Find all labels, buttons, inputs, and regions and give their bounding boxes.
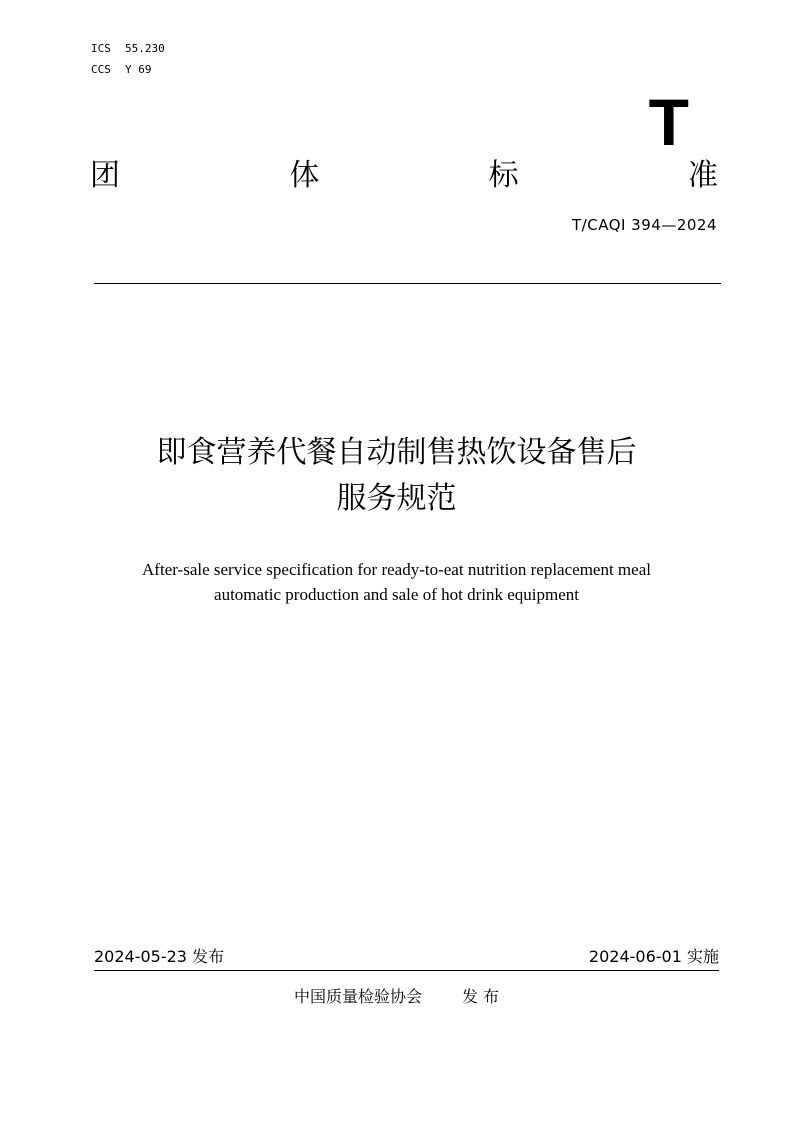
ics-value: 55.230 xyxy=(125,42,165,55)
chinese-title-line2: 服务规范 xyxy=(336,481,457,516)
effective-date: 2024-06-01 实施 xyxy=(588,947,719,966)
classification-codes xyxy=(91,38,165,80)
bottom-divider xyxy=(94,970,719,971)
publisher-name: 中国质量检验协会 xyxy=(293,987,422,1006)
ics-label: ICS xyxy=(91,42,111,55)
publisher-line xyxy=(0,984,793,1007)
ics-row xyxy=(91,38,165,59)
ccs-value: Y 69 xyxy=(125,63,152,76)
english-title-line1: After-sale service specification for ready-to-eat nutrition replacement meal xyxy=(142,560,651,579)
top-divider xyxy=(94,283,721,284)
ccs-row xyxy=(91,59,165,80)
standard-number: T/CAQI 394—2024 xyxy=(572,216,717,234)
standard-type-letter: T xyxy=(648,85,689,159)
category-char: 体 xyxy=(289,158,320,193)
category-char: 标 xyxy=(488,158,519,193)
english-title-line2: automatic production and sale of hot drink equipment xyxy=(214,585,579,604)
ccs-label: CCS xyxy=(91,63,111,76)
publish-word: 发 布 xyxy=(461,987,500,1006)
standard-category-title xyxy=(90,156,718,196)
chinese-title xyxy=(0,430,793,522)
english-title xyxy=(100,557,693,607)
category-char: 准 xyxy=(687,158,718,193)
chinese-title-line1: 即食营养代餐自动制售热饮设备售后 xyxy=(156,435,637,470)
category-char: 团 xyxy=(90,158,120,193)
issue-date: 2024-05-23 发布 xyxy=(94,947,225,966)
